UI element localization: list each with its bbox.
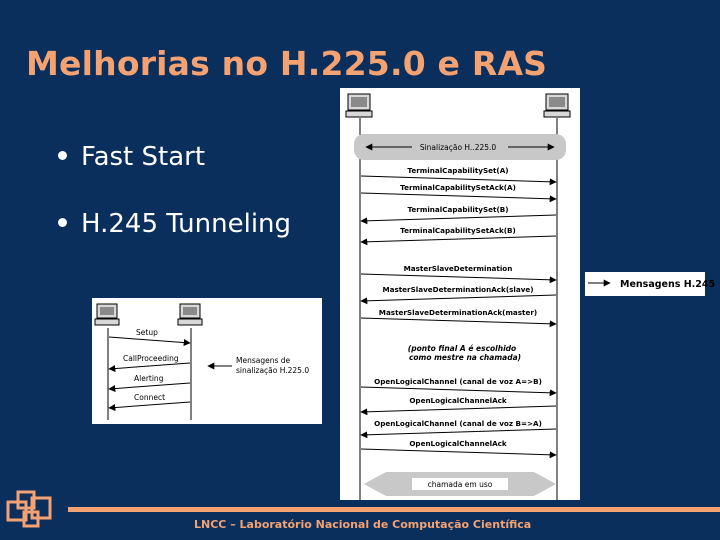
message-label: OpenLogicalChannelAck [409, 396, 507, 405]
message-label: TerminalCapabilitySet(B) [407, 205, 509, 214]
message-label: MasterSlaveDetermination [403, 264, 513, 273]
message-label: OpenLogicalChannelAck [409, 439, 507, 448]
message-label: OpenLogicalChannel (canal de voz B=>A) [374, 419, 542, 428]
footer-bar [68, 507, 720, 512]
message-label: TerminalCapabilitySetAck(A) [400, 183, 516, 192]
small-terminal-a-icon [95, 304, 119, 325]
message-label: TerminalCapabilitySet(A) [407, 166, 509, 175]
message-label: MasterSlaveDeterminationAck(slave) [382, 285, 534, 294]
master-note-line2: como mestre na chamada) [408, 353, 522, 362]
footer-band-label: chamada em uso [427, 480, 493, 489]
header-band-label: Sinalização H..225.0 [419, 143, 497, 152]
message-label: MasterSlaveDeterminationAck(master) [378, 308, 538, 317]
lncc-logo [8, 492, 50, 526]
slide-title: Melhorias no H.225.0 e RAS [26, 44, 548, 83]
message-label: Connect [134, 393, 166, 402]
message-label: OpenLogicalChannel (canal de voz A=>B) [374, 377, 542, 386]
message-label: TerminalCapabilitySetAck(B) [400, 226, 516, 235]
small-terminal-b-icon [178, 304, 202, 325]
bullet-text: Fast Start [81, 142, 206, 172]
message-label: CallProceeding [123, 354, 179, 363]
terminal-b-icon [544, 94, 570, 117]
side-note-label: Mensagens H.245 [620, 279, 716, 290]
master-note-line1: (ponto final A é escolhido [407, 344, 517, 353]
message-label: Alerting [134, 374, 164, 383]
message-label: Setup [136, 328, 158, 337]
terminal-a-icon [346, 94, 372, 117]
bullet-text: H.245 Tunneling [81, 209, 292, 239]
footer-text: LNCC – Laboratório Nacional de Computação Científica [194, 518, 532, 531]
small-note-line1: Mensagens de [236, 356, 291, 365]
small-note-line2: sinalização H.225.0 [236, 366, 310, 375]
